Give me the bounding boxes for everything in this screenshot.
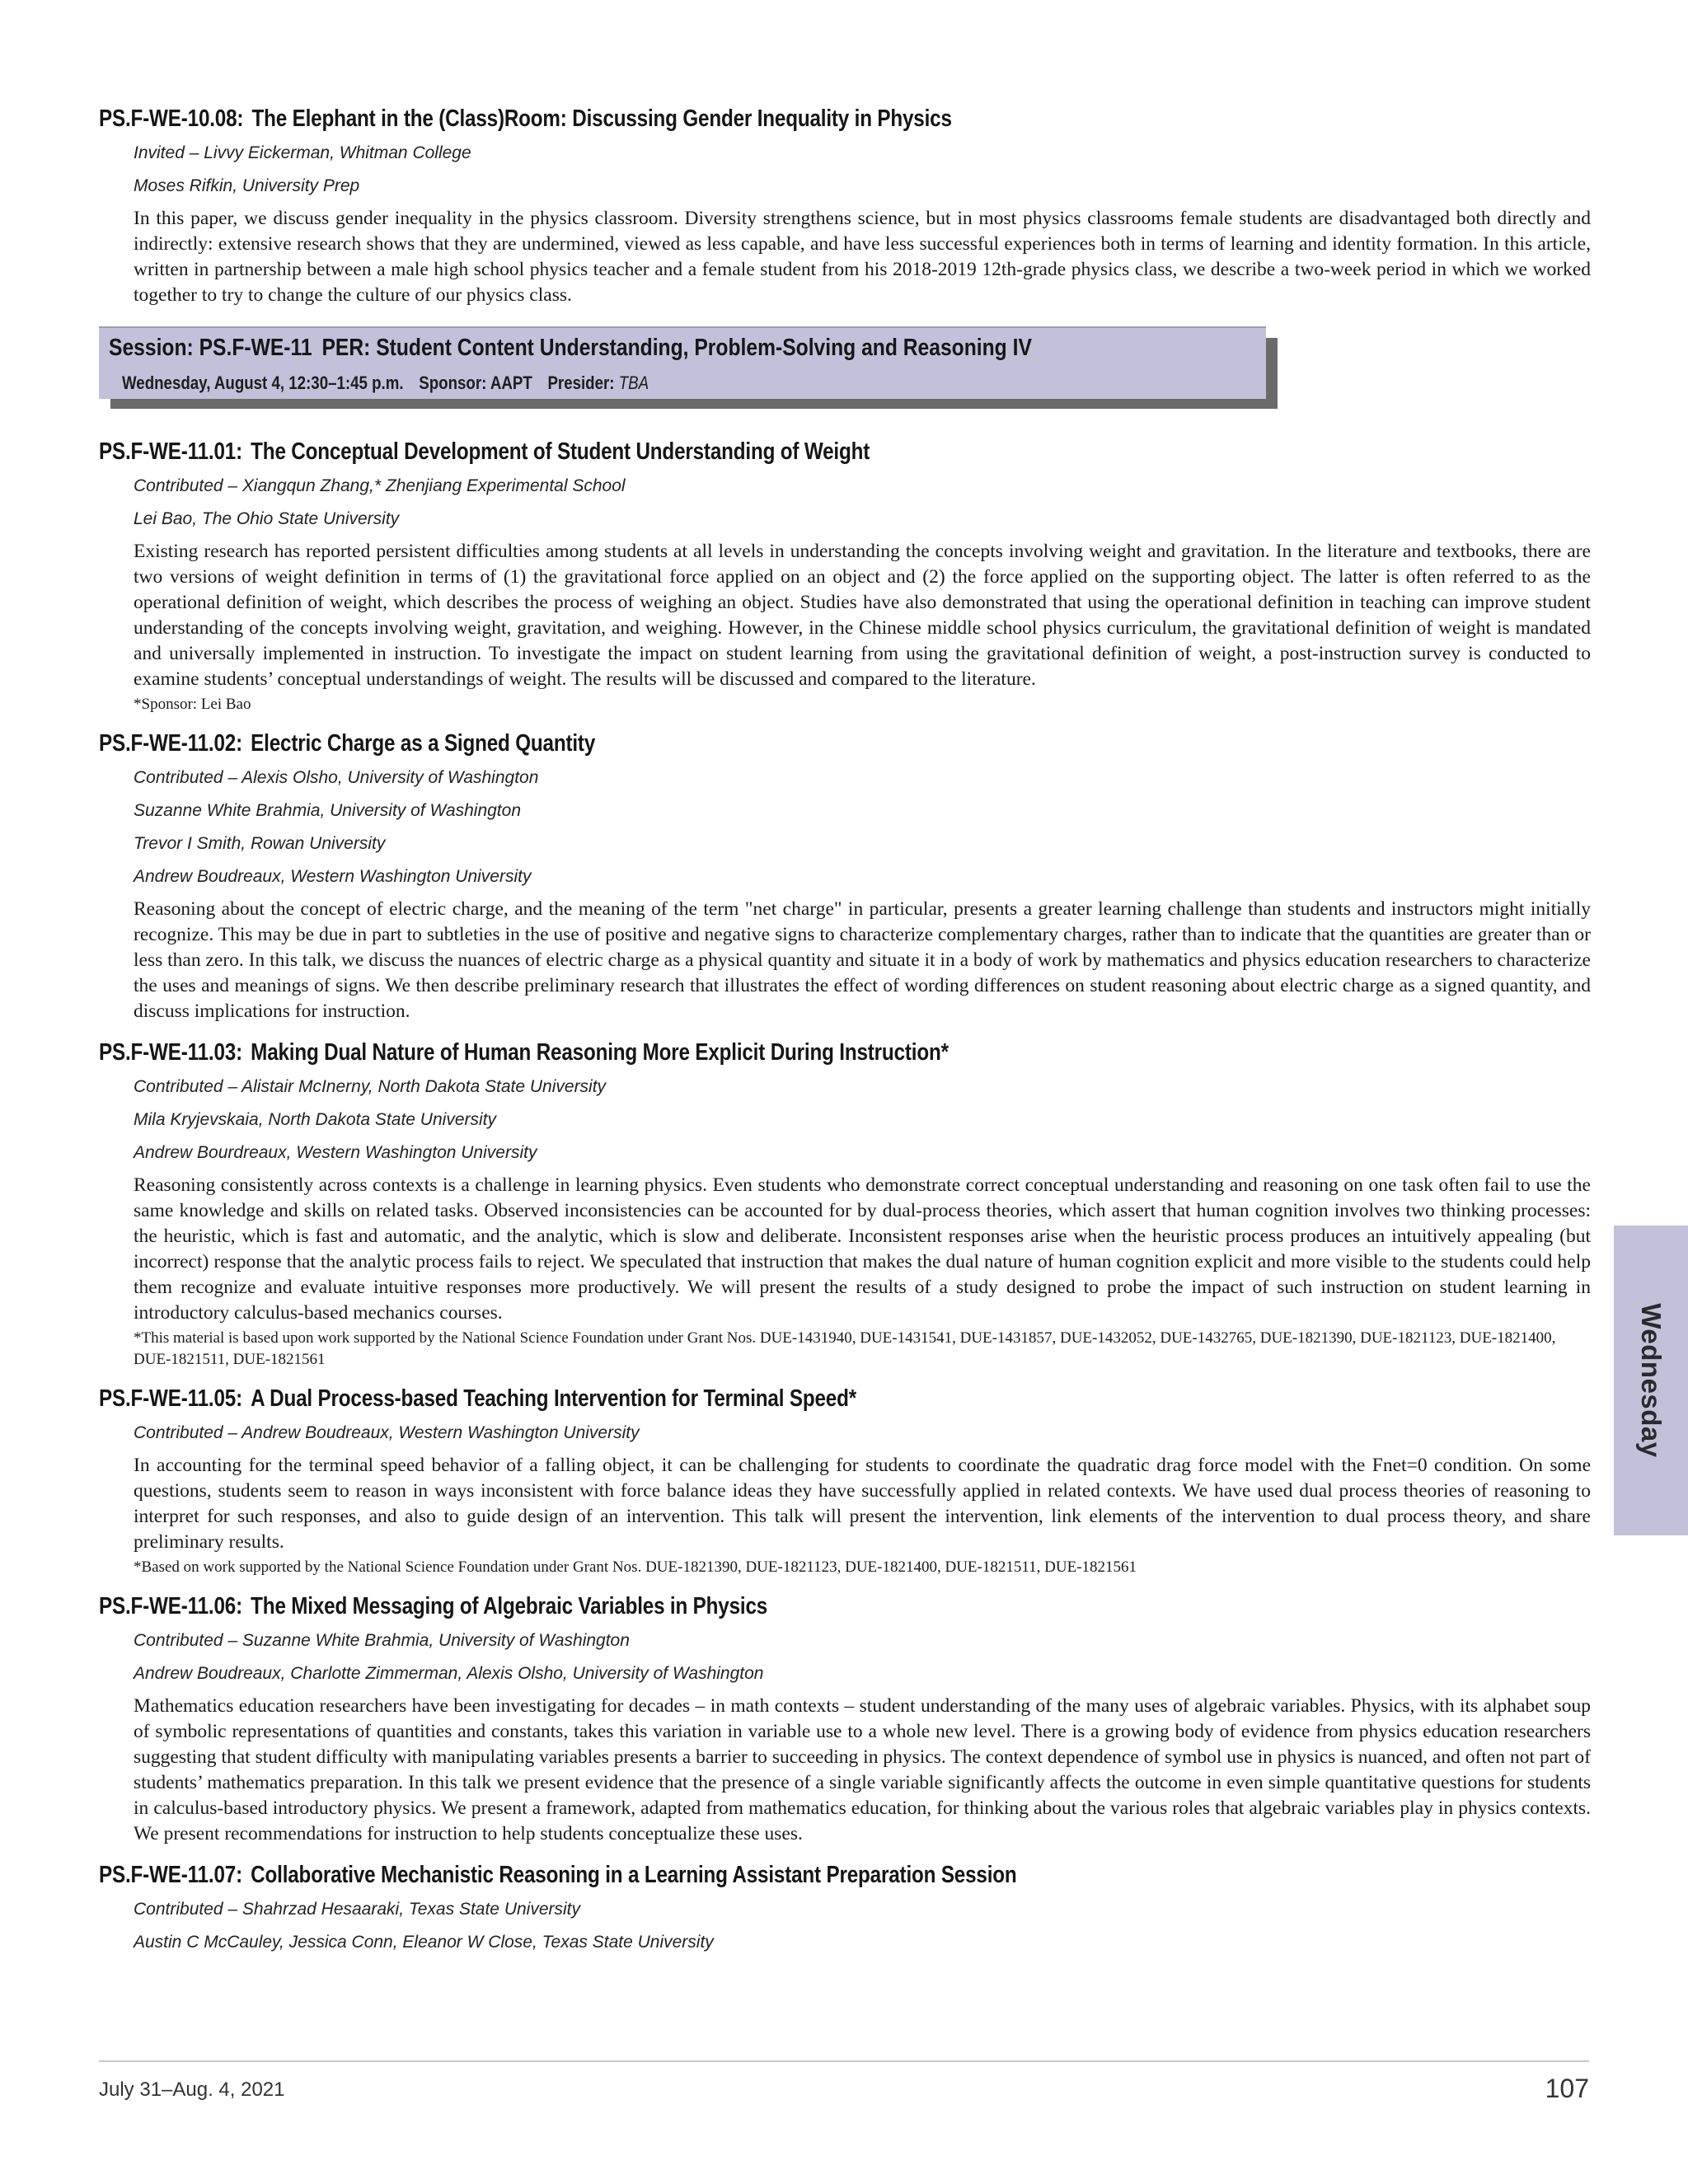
author-line: Invited – Livvy Eickerman, Whitman College [134, 143, 471, 162]
session-sponsor: Sponsor: AAPT [419, 373, 532, 393]
entry-code: PS.F-WE-11.03: [99, 1039, 242, 1066]
session-title [109, 335, 1032, 362]
footer-rule [99, 2060, 1589, 2062]
abstract-entry [99, 725, 1591, 1024]
author-line: Lei Bao, The Ohio State University [134, 509, 400, 528]
entry-title [99, 725, 1367, 762]
entry-title-text: Making Dual Nature of Human Reasoning More Explicit During Instruction* [251, 1039, 949, 1066]
entry-title [99, 1857, 1367, 1893]
entry-code: PS.F-WE-11.05: [99, 1385, 242, 1412]
abstract-entry [99, 434, 1591, 715]
entry-title [99, 101, 1367, 137]
entry-title-text: Electric Charge as a Signed Quantity [251, 730, 596, 757]
author-line: Contributed – Alistair McInerny, North Dakota State University [134, 1077, 607, 1096]
entry-title-text: A Dual Process-based Teaching Intervention for Terminal Speed* [251, 1385, 856, 1412]
entry-title-text: Collaborative Mechanistic Reasoning in a Learning Assistant Preparation Session [251, 1862, 1017, 1888]
author-line: Andrew Boudreaux, Charlotte Zimmerman, Alexis Olsho, University of Washington [134, 1664, 764, 1683]
author-line: Mila Kryjevskaia, North Dakota State University [134, 1110, 496, 1129]
author-line: Contributed – Alexis Olsho, University of Washington [134, 768, 539, 787]
entry-title [99, 1588, 1367, 1624]
entry-code: PS.F-WE-11.01: [99, 438, 242, 465]
session-name: PER: Student Content Understanding, Problem-Solving and Reasoning IV [321, 335, 1032, 361]
entry-code: PS.F-WE-10.08: [99, 105, 244, 132]
abstract-entry [99, 1034, 1591, 1371]
entry-code: PS.F-WE-11.07: [99, 1862, 242, 1888]
entry-title-text: The Elephant in the (Class)Room: Discussing Gender Inequality in Physics [251, 105, 952, 132]
session-meta [122, 373, 649, 394]
entry-title [99, 1034, 1367, 1071]
author-line: Trevor I Smith, Rowan University [134, 834, 386, 853]
footnote: *This material is based upon work supported by the National Science Foundation under Grant Nos. DUE-1431940, DUE-1431541, DUE-1431857, DUE-1432052, DUE-1432765, DUE-1821390, DUE-1821123, DUE-1821400, DUE-1821511, DUE-1821561 [134, 1329, 1556, 1368]
author-line: Contributed – Xiangqun Zhang,* Zhenjiang Experimental School [134, 476, 626, 495]
session-presider: TBA [618, 373, 649, 393]
abstract-text: Reasoning consistently across contexts is a challenge in learning physics. Even students who demonstrate correct conceptual understanding and reasoning on one task often fail to use the same knowledge and skills on related tasks. Observed inconsistencies can be accounted for by dual-process theories, which assert that human cognition involves two thinking processes: the heuristic, which is fast and automatic, and the analytic, which is slow and deliberate. Inconsistent responses arise when the heuristic process produces an intuitively appealing (but incorrect) response that the analytic process fails to reject. We speculated that instruction that makes the dual nature of human cognition explicit and more visible to the students could help them recognize and evaluate intuitive responses more productively. We will present the results of a study designed to probe the impact of such instruction on student learning in introductory calculus-based mechanics courses. [134, 1174, 1591, 1324]
abstract-entry [99, 1588, 1591, 1847]
abstract-entry [99, 1380, 1591, 1578]
author-line: Andrew Boudreaux, Western Washington University [134, 867, 532, 886]
abstract-text: Existing research has reported persistent difficulties among students at all levels in understanding the concepts involving weight and gravitation. In the literature and textbooks, there are two versions of weight definition in terms of (1) the gravitational force applied on an object and (2) the force applied on the supporting object. The latter is often referred to as the operational definition of weight, which describes the process of weighing an object. Studies have also demonstrated that using the operational definition in teaching can improve student understanding of the concepts involving weight, gravitation, and weighing. However, in the Chinese middle school physics curriculum, the gravitational definition of weight is mandated and universally implemented in instruction. To investigate the impact on student learning from using the gravitational definition of weight, a post-instruction survey is conducted to examine students’ conceptual understandings of weight. The results will be discussed and compared to the literature. [134, 541, 1591, 690]
session-code: Session: PS.F-WE-11 [109, 335, 312, 361]
day-side-tab-label: Wednesday [1636, 1303, 1667, 1458]
abstract-text: In accounting for the terminal speed behavior of a falling object, it can be challenging for students to coordinate the quadratic drag force model with the Fnet=0 condition. On some questions, students seem to reason in ways inconsistent with force balance ideas they have successfully applied in related contexts. We have used dual process theories of reasoning to interpret for such responses, and also to guide design of an intervention. This talk will present the intervention, link elements of the intervention to dual process theory, and share preliminary results. [134, 1455, 1591, 1553]
abstract-text: Reasoning about the concept of electric charge, and the meaning of the term "net charge" in particular, presents a greater learning challenge than students and instructors might initially recognize. This may be due in part to subtleties in the use of positive and negative signs to characterize complementary charges, rather than to indicate that the quantities are greater than or less than zero. In this talk, we discuss the nuances of electric charge as a physical quantity and situate it in a body of work by mathematics and physics education researchers to characterize the uses and meanings of signs. We then describe preliminary research that illustrates the effect of wording differences on student reasoning about electric charge as a signed quantity, and discuss implications for instruction. [134, 898, 1591, 1022]
footer-date: July 31–Aug. 4, 2021 [99, 2079, 285, 2101]
session-datetime: Wednesday, August 4, 12:30–1:45 p.m. [122, 373, 404, 393]
author-line: Moses Rifkin, University Prep [134, 176, 360, 195]
entry-title [99, 434, 1367, 470]
entry-list-top [99, 101, 1591, 308]
author-line: Contributed – Suzanne White Brahmia, University of Washington [134, 1631, 630, 1650]
session-header-box [99, 326, 1266, 399]
author-line: Contributed – Andrew Boudreaux, Western Washington University [134, 1423, 640, 1442]
author-line: Andrew Bourdreaux, Western Washington University [134, 1143, 537, 1162]
footnote: *Based on work supported by the National Science Foundation under Grant Nos. DUE-1821390, DUE-1821123, DUE-1821400, DUE-1821511, DUE-1821561 [134, 1558, 1137, 1576]
session-header [99, 326, 1278, 409]
author-line: Contributed – Shahrzad Hesaaraki, Texas State University [134, 1900, 581, 1919]
abstract-text: In this paper, we discuss gender inequality in the physics classroom. Diversity strengthens science, but in most physics classrooms female students are disadvantaged both directly and indirectly: extensive research shows that they are undermined, viewed as less capable, and have less successful experiences both in terms of learning and identity formation. In this article, written in partnership between a male high school physics teacher and a female student from his 2018-2019 12th-grade physics class, we describe a two-week period in which we worked together to try to change the culture of our physics class. [134, 208, 1591, 306]
author-line: Austin C McCauley, Jessica Conn, Eleanor W Close, Texas State University [134, 1933, 714, 1952]
entry-code: PS.F-WE-11.06: [99, 1593, 242, 1619]
session-presider-label: Presider: [547, 373, 615, 393]
abstract-entry [99, 1857, 1591, 1959]
footnote: *Sponsor: Lei Bao [134, 696, 251, 713]
entry-code: PS.F-WE-11.02: [99, 730, 242, 757]
entry-title [99, 1380, 1367, 1417]
entry-list-session [99, 434, 1591, 1959]
abstract-text: Mathematics education researchers have been investigating for decades – in math contexts – student understanding of the many uses of algebraic variables. Physics, with its alphabet soup of symbolic representations of quantities and constants, takes this variation in variable use to a whole new level. There is a growing body of evidence from physics education researchers suggesting that student difficulty with manipulating variables presents a barrier to succeeding in physics. The context dependence of symbol use in physics is nuanced, and often not part of students’ mathematics preparation. In this talk we present evidence that the presence of a single variable significantly affects the outcome in even simple quantitative questions for students in calculus-based introductory physics. We present a framework, adapted from mathematics education, for thinking about the various roles that algebraic variables play in physics contexts. We present recommendations for instruction to help students conceptualize these uses. [134, 1695, 1591, 1844]
page-content [99, 101, 1591, 1969]
page-number: 107 [1545, 2074, 1589, 2103]
entry-title-text: The Conceptual Development of Student Understanding of Weight [251, 438, 870, 465]
day-side-tab [1614, 1226, 1688, 1535]
author-line: Suzanne White Brahmia, University of Washington [134, 801, 521, 820]
abstract-entry [99, 101, 1591, 308]
entry-title-text: The Mixed Messaging of Algebraic Variables in Physics [251, 1593, 768, 1619]
